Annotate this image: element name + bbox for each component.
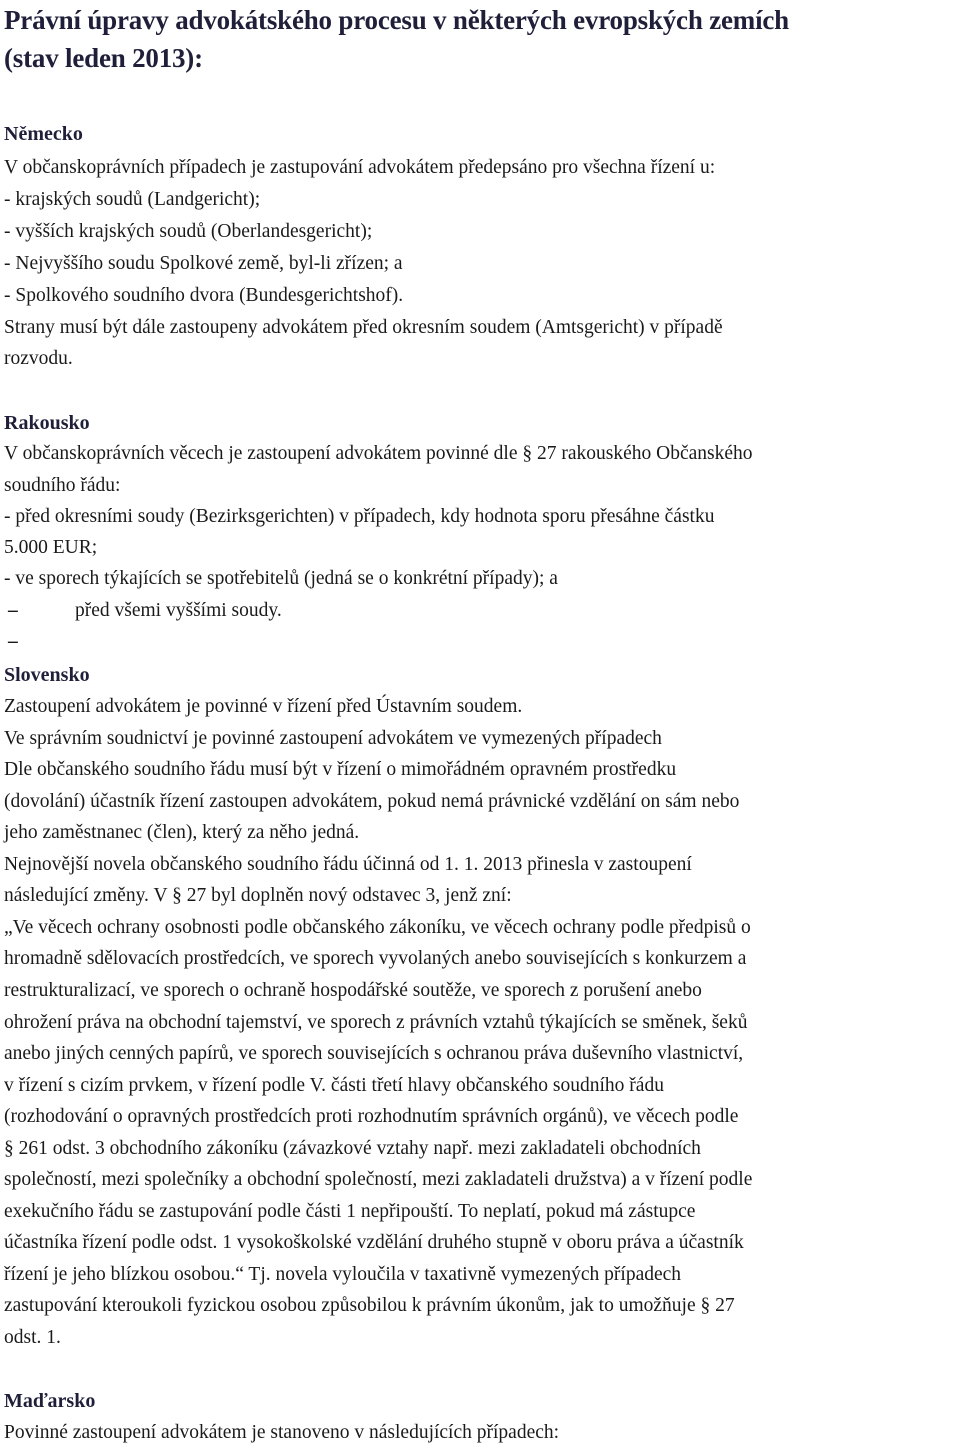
germany-line: - krajských soudů (Landgericht);	[4, 189, 261, 210]
germany-line: - vyšších krajských soudů (Oberlandesgericht);	[4, 221, 373, 242]
austria-line: soudního řádu:	[4, 475, 121, 496]
dash-bullet: –	[8, 600, 18, 621]
section-heading-germany: Německo	[4, 123, 83, 145]
slovakia-line: restrukturalizací, ve sporech o ochraně hospodářské soutěže, ve sporech z porušení anebo	[4, 980, 702, 1001]
empty-dash-bullet: –	[8, 631, 18, 652]
slovakia-line: jeho zaměstnanec (člen), který za něho jedná.	[4, 822, 360, 843]
slovakia-line: § 261 odst. 3 obchodního zákoníku (závazkové vztahy např. mezi zakladateli obchodních	[4, 1138, 701, 1159]
slovakia-line: v řízení s cizím prvkem, v řízení podle V. části třetí hlavy občanského soudního řádu	[4, 1075, 664, 1096]
slovakia-line: odst. 1.	[4, 1327, 61, 1348]
title-line-2: (stav leden 2013):	[4, 43, 203, 73]
germany-line: Strany musí být dále zastoupeny advokátem před okresním soudem (Amtsgericht) v případě	[4, 317, 723, 338]
slovakia-line: Dle občanského soudního řádu musí být v řízení o mimořádném opravném prostředku	[4, 759, 677, 780]
slovakia-line: zastupování kterouk​oli fyzickou osobou způsobilou k právním úkonům, jak to umožňuje § 27	[4, 1295, 735, 1316]
austria-line: - ve sporech týkajících se spotřebitelů (jedná se o konkrétní případy); a	[4, 568, 558, 589]
section-heading-austria: Rakousko	[4, 412, 90, 434]
slovakia-line: účastníka řízení podle odst. 1 vysokoškolské vzdělání druhého stupně v oboru práva a účastník	[4, 1232, 744, 1253]
austria-dash-item: před všemi vyššími soudy.	[75, 600, 282, 621]
germany-line: - Nejvyššího soudu Spolkové země, byl-li zřízen; a	[4, 253, 403, 274]
slovakia-line: „Ve věcech ochrany osobnosti podle občanského zákoníku, ve věcech ochrany podle předpisů o	[4, 917, 751, 938]
slovakia-line: ohrožení práva na obchodní tajemství, ve sporech z právních vztahů týkajících se směnek, šeků	[4, 1012, 748, 1033]
slovakia-line: Ve správním soudnictví je povinné zastoupení advokátem ve vymezených případech	[4, 728, 662, 749]
hungary-line: Povinné zastoupení advokátem je stanoveno v následujících případech:	[4, 1422, 560, 1443]
section-heading-hungary: Maďarsko	[4, 1390, 96, 1412]
slovakia-line: exekučního řádu se zastupování podle části 1 nepřipouští. To neplatí, pokud má zástupce	[4, 1201, 696, 1222]
slovakia-line: anebo jiných cenných papírů, ve sporech souvisejících s ochranou práva duševního vlastnictví,	[4, 1043, 744, 1064]
slovakia-line: hromadně sdělovacích prostředcích, ve sporech vyvolaných anebo souvisejících s konkurzem a	[4, 948, 747, 969]
slovakia-line: následující změny. V § 27 byl doplněn nový odstavec 3, jenž zní:	[4, 885, 512, 906]
slovakia-line: (rozhodování o opravných prostředcích proti rozhodnutím správních orgánů), ve věcech podle	[4, 1106, 739, 1127]
austria-line: - před okresními soudy (Bezirksgerichten) v případech, kdy hodnota sporu přesáhne částku	[4, 506, 715, 527]
slovakia-line: Zastoupení advokátem je povinné v řízení před Ústavním soudem.	[4, 696, 523, 717]
slovakia-line: řízení je jeho blízkou osobou.“ Tj. novela vyloučila v taxativně vymezených případech	[4, 1264, 682, 1285]
germany-line: - Spolkového soudního dvora (Bundesgerichtshof).	[4, 285, 404, 306]
austria-line: V občanskoprávních věcech je zastoupení advokátem povinné dle § 27 rakouského Občanského	[4, 443, 753, 464]
title-line-1: Právní úpravy advokátského procesu v některých evropských zemích	[4, 5, 789, 35]
slovakia-line: Nejnovější novela občanského soudního řádu účinná od 1. 1. 2013 přinesla v zastoupení	[4, 854, 692, 875]
germany-line: rozvodu.	[4, 348, 73, 369]
slovakia-line: společností, mezi společníky a obchodní společností, mezi zakladateli družstva) a v řízení podle	[4, 1169, 753, 1190]
slovakia-line: (dovolání) účastník řízení zastoupen advokátem, pokud nemá právnické vzdělání on sám nebo	[4, 791, 740, 812]
section-heading-slovakia: Slovensko	[4, 664, 90, 686]
germany-line: V občanskoprávních případech je zastupování advokátem předepsáno pro všechna řízení u:	[4, 157, 716, 178]
austria-line: 5.000 EUR;	[4, 537, 98, 558]
